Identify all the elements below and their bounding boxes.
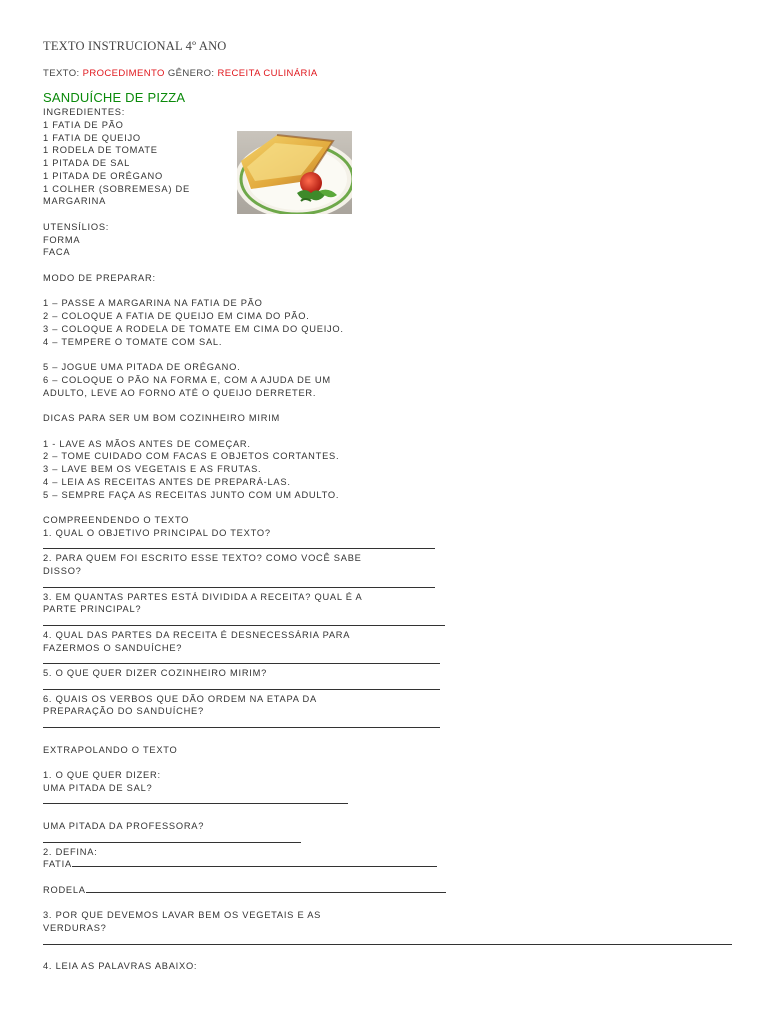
utensil-item: FORMA: [43, 234, 81, 245]
comprehension-heading: COMPREENDENDO O TEXTO: [43, 515, 190, 525]
step-item: 1 – PASSE A MARGARINA NA FATIA DE PÃO: [43, 298, 263, 309]
step-item: 6 – COLOQUE O PÃO NA FORMA E, COM A AJUDA DE UM: [43, 374, 331, 385]
define-rodela: [43, 884, 743, 897]
question: 4. LEIA AS PALAVRAS ABAIXO:: [43, 961, 198, 972]
extrapolation-heading: EXTRAPOLANDO O TEXTO: [43, 744, 178, 755]
answer-line: [43, 680, 440, 693]
question: FAZERMOS O SANDUÍCHE?: [43, 642, 183, 653]
question: PARTE PRINCIPAL?: [43, 604, 142, 615]
genero-label: GÊNERO:: [167, 68, 215, 79]
answer-line: [43, 654, 440, 667]
genero-value: RECEITA CULINÁRIA: [217, 68, 318, 79]
question: UMA PITADA DA PROFESSORA?: [43, 821, 205, 831]
fatia-answer-line: [72, 858, 437, 867]
question: 3. POR QUE DEVEMOS LAVAR BEM OS VEGETAIS E AS: [43, 910, 322, 921]
utensil-item: FACA: [43, 247, 71, 258]
method-heading: MODO DE PREPARAR:: [43, 272, 156, 283]
document-page: [43, 38, 743, 973]
step-item: 3 – COLOQUE A RODELA DE TOMATE EM CIMA DO QUEIJO.: [43, 323, 344, 334]
ingredient-item: 1 PITADA DE ORÉGANO: [43, 170, 163, 181]
question: 1. QUAL O OBJETIVO PRINCIPAL DO TEXTO?: [43, 527, 271, 538]
tip-item: 1 - LAVE AS MÃOS ANTES DE COMEÇAR.: [43, 438, 251, 449]
ingredient-item: MARGARINA: [43, 196, 107, 207]
question: 2. PARA QUEM FOI ESCRITO ESSE TEXTO? COMO VOCÊ SABE: [43, 553, 362, 564]
utensils-heading: UTENSÍLIOS:: [43, 221, 110, 232]
texto-label: TEXTO:: [43, 68, 80, 79]
step-item: 5 – JOGUE UMA PITADA DE ORÉGANO.: [43, 362, 241, 372]
tip-item: 5 – SEMPRE FAÇA AS RECEITAS JUNTO COM UM ADULTO.: [43, 489, 340, 500]
tip-item: 4 – LEIA AS RECEITAS ANTES DE PREPARÁ-LAS.: [43, 476, 291, 487]
question: PREPARAÇÃO DO SANDUÍCHE?: [43, 706, 204, 717]
rodela-label: RODELA: [43, 884, 86, 895]
answer-line: [43, 578, 435, 591]
step-item: ADULTO, LEVE AO FORNO ATÉ O QUEIJO DERRETER.: [43, 387, 317, 398]
question: UMA PITADA DE SAL?: [43, 782, 153, 793]
define-fatia: [43, 858, 743, 871]
document-title: TEXTO INSTRUCIONAL 4º ANO: [43, 39, 227, 53]
rodela-answer-line: [86, 884, 446, 893]
question: 6. QUAIS OS VERBOS QUE DÃO ORDEM NA ETAPA DA: [43, 693, 317, 704]
question: 3. EM QUANTAS PARTES ESTÁ DIVIDIDA A RECEITA? QUAL É A: [43, 591, 363, 602]
question: DISSO?: [43, 566, 82, 576]
sandwich-photo: [237, 131, 352, 214]
step-item: 2 – COLOQUE A FATIA DE QUEIJO EM CIMA DO PÃO.: [43, 311, 310, 321]
answer-line: [43, 718, 440, 731]
ingredient-item: 1 PITADA DE SAL: [43, 158, 131, 168]
ingredient-item: 1 RODELA DE TOMATE: [43, 145, 158, 156]
answer-line: [43, 833, 301, 846]
ingredient-item: 1 FATIA DE QUEIJO: [43, 132, 141, 143]
answer-line: [43, 616, 445, 629]
question: 5. O QUE QUER DIZER COZINHEIRO MIRIM?: [43, 668, 268, 678]
ingredient-item: 1 FATIA DE PÃO: [43, 119, 124, 130]
question: 2. DEFINA:: [43, 846, 98, 857]
tips-heading: DICAS PARA SER UM BOM COZINHEIRO MIRIM: [43, 413, 281, 423]
tip-item: 3 – LAVE BEM OS VEGETAIS E AS FRUTAS.: [43, 464, 262, 474]
genre-line: [43, 68, 743, 80]
fatia-label: FATIA: [43, 859, 72, 870]
answer-line: [43, 795, 348, 808]
ingredients-heading: INGREDIENTES:: [43, 107, 126, 117]
ingredient-item: 1 COLHER (SOBREMESA) DE: [43, 183, 190, 194]
texto-value: PROCEDIMENTO: [82, 68, 165, 79]
tip-item: 2 – TOME CUIDADO COM FACAS E OBJETOS CORTANTES.: [43, 451, 340, 462]
question: 4. QUAL DAS PARTES DA RECEITA É DESNECESSÁRIA PARA: [43, 629, 351, 640]
recipe-title: SANDUÍCHE DE PIZZA: [43, 90, 186, 105]
step-item: 4 – TEMPERE O TOMATE COM SAL.: [43, 336, 223, 347]
question: VERDURAS?: [43, 923, 107, 933]
answer-line: [43, 935, 732, 948]
question: 1. O QUE QUER DIZER:: [43, 770, 161, 780]
answer-line: [43, 540, 435, 553]
